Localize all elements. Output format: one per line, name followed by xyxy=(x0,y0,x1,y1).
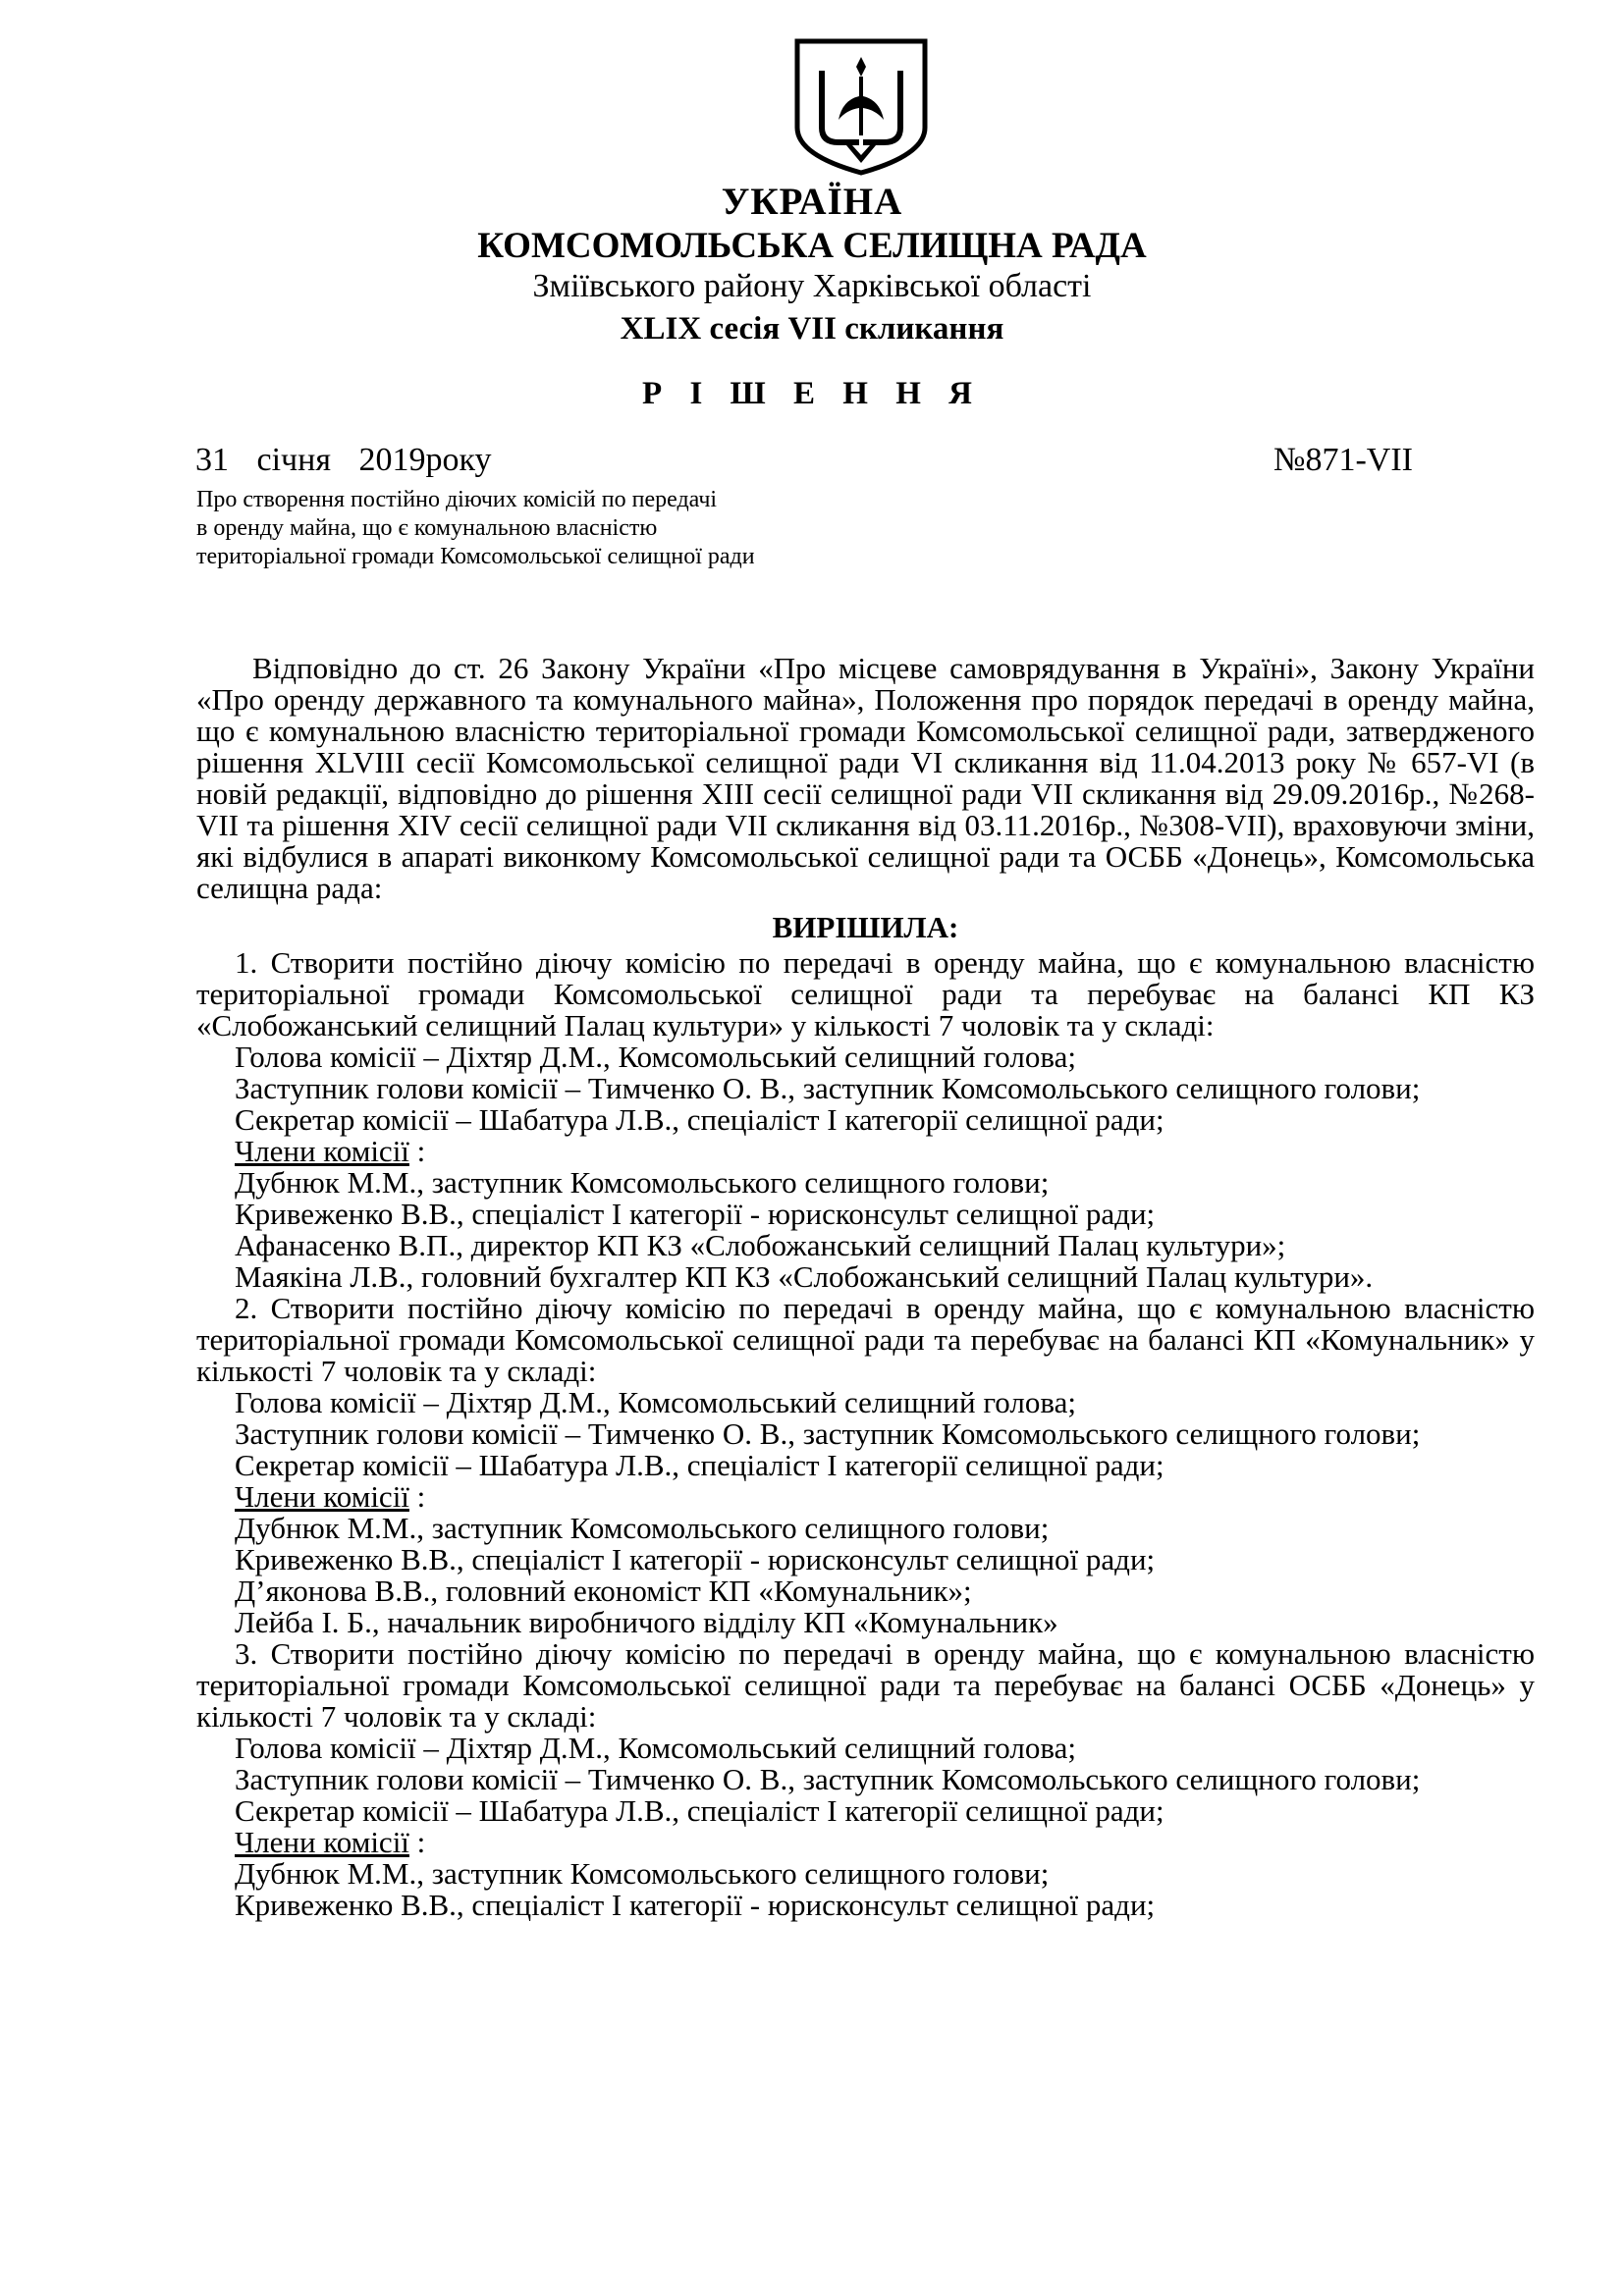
members-colon: : xyxy=(408,1134,426,1168)
trident-emblem-icon xyxy=(787,37,935,177)
commission-chair: Голова комісії – Діхтяр Д.М., Комсомольський селищний голова; xyxy=(235,1040,1076,1074)
members-heading xyxy=(196,1136,1535,1167)
commission-deputy: Заступник голови комісії – Тимченко О. В., заступник Комсомольського селищного голови; xyxy=(235,1762,1421,1796)
commission-member: Дубнюк М.М., заступник Комсомольського селищного голови; xyxy=(235,1511,1050,1545)
country-heading: УКРАЇНА xyxy=(721,181,903,223)
commission-chair: Голова комісії – Діхтяр Д.М., Комсомольський селищний голова; xyxy=(235,1731,1076,1765)
commission-member: Маякіна Л.В., головний бухгалтер КП КЗ «Слобожанський селищний Палац культури». xyxy=(235,1259,1374,1294)
commission-secretary: Секретар комісії – Шабатура Л.В., спеціаліст І категорії селищної ради; xyxy=(235,1793,1164,1828)
commission-member: Д’яконова В.В., головний економіст КП «Комунальник»; xyxy=(235,1574,972,1608)
commission-member: Афанасенко В.П., директор КП КЗ «Слобожанський селищний Палац культури»; xyxy=(235,1228,1286,1262)
decision-item-3: 3. Створити постійно діючу комісію по передачі в оренду майна, що є комунальною власністю територіальної громади Комсомольської селищної ради та перебуває на балансі ОСББ «Донець» у кількості 7 чоловік та у складі: xyxy=(196,1636,1535,1734)
decision-body xyxy=(196,653,1535,1921)
decision-date: 31 січня 2019року xyxy=(195,442,492,478)
commission-secretary: Секретар комісії – Шабатура Л.В., спеціаліст І категорії селищної ради; xyxy=(235,1102,1164,1137)
members-label: Члени комісії xyxy=(235,1479,409,1514)
decision-subject xyxy=(196,486,755,571)
members-heading xyxy=(196,1827,1535,1858)
decision-number: №871-VII xyxy=(1273,442,1413,478)
members-label: Члени комісії xyxy=(235,1825,409,1859)
preamble-paragraph: Відповідно до ст. 26 Закону України «Про місцеве самоврядування в Україні», Закону України «Про оренду державного та комунального майна», Положення про порядок передачі в оренду майна, що є комунальною власністю територіальної громади Комсомольської селищної ради, затвердженого рішення XLVIII сесії Комсомольської селищної ради VI скликання від 11.04.2013 року № 657-VI (в новій редакції, відповідно до рішення XIII сесії селищної ради VII скликання від 29.09.2016р., №268-VII та рішення XIV сесії селищної ради VII скликання від 03.11.2016р., №308-VII), враховуючи зміни, які відбулися в апараті виконкому Комсомольської селищної ради та ОСББ «Донець», Комсомольська селищна рада: xyxy=(196,651,1535,905)
commission-member: Кривеженко В.В., спеціаліст І категорії - юрисконсульт селищної ради; xyxy=(235,1888,1156,1922)
district-heading: Зміївського району Харківської області xyxy=(532,268,1092,304)
commission-deputy: Заступник голови комісії – Тимченко О. В., заступник Комсомольського селищного голови; xyxy=(235,1071,1421,1105)
subject-line: в оренду майна, що є комунальною власністю xyxy=(196,515,658,541)
commission-secretary: Секретар комісії – Шабатура Л.В., спеціаліст І категорії селищної ради; xyxy=(235,1448,1164,1482)
council-heading: КОМСОМОЛЬСЬКА СЕЛИЩНА РАДА xyxy=(477,226,1147,266)
commission-deputy: Заступник голови комісії – Тимченко О. В., заступник Комсомольського селищного голови; xyxy=(235,1416,1421,1451)
subject-line: територіальної громади Комсомольської селищної ради xyxy=(196,544,755,569)
decision-item-2: 2. Створити постійно діючу комісію по передачі в оренду майна, що є комунальною власністю територіальної громади Комсомольської селищної ради та перебуває на балансі КП «Комунальник» у кількості 7 чоловік та у складі: xyxy=(196,1291,1535,1388)
session-heading: XLIX сесія VII скликання xyxy=(620,311,1004,347)
members-label: Члени комісії xyxy=(235,1134,409,1168)
decision-item-1: 1. Створити постійно діючу комісію по передачі в оренду майна, що є комунальною власністю територіальної громади Комсомольської селищної ради та перебуває на балансі КП КЗ «Слобожанський селищний Палац культури» у кількості 7 чоловік та у складі: xyxy=(196,945,1535,1042)
commission-member: Лейба І. Б., начальник виробничого відділу КП «Комунальник» xyxy=(235,1605,1058,1639)
members-heading xyxy=(196,1481,1535,1513)
document-title: Р І Ш Е Н Н Я xyxy=(642,376,982,411)
members-colon: : xyxy=(408,1825,426,1859)
subject-line: Про створення постійно діючих комісій по передачі xyxy=(196,487,718,512)
commission-member: Кривеженко В.В., спеціаліст І категорії - юрисконсульт селищної ради; xyxy=(235,1197,1156,1231)
commission-member: Кривеженко В.В., спеціаліст І категорії - юрисконсульт селищної ради; xyxy=(235,1542,1156,1576)
commission-chair: Голова комісії – Діхтяр Д.М., Комсомольський селищний голова; xyxy=(235,1385,1076,1419)
commission-member: Дубнюк М.М., заступник Комсомольського селищного голови; xyxy=(235,1165,1050,1200)
commission-member: Дубнюк М.М., заступник Комсомольського селищного голови; xyxy=(235,1856,1050,1891)
members-colon: : xyxy=(408,1479,426,1514)
resolved-heading: ВИРІШИЛА: xyxy=(772,910,959,944)
